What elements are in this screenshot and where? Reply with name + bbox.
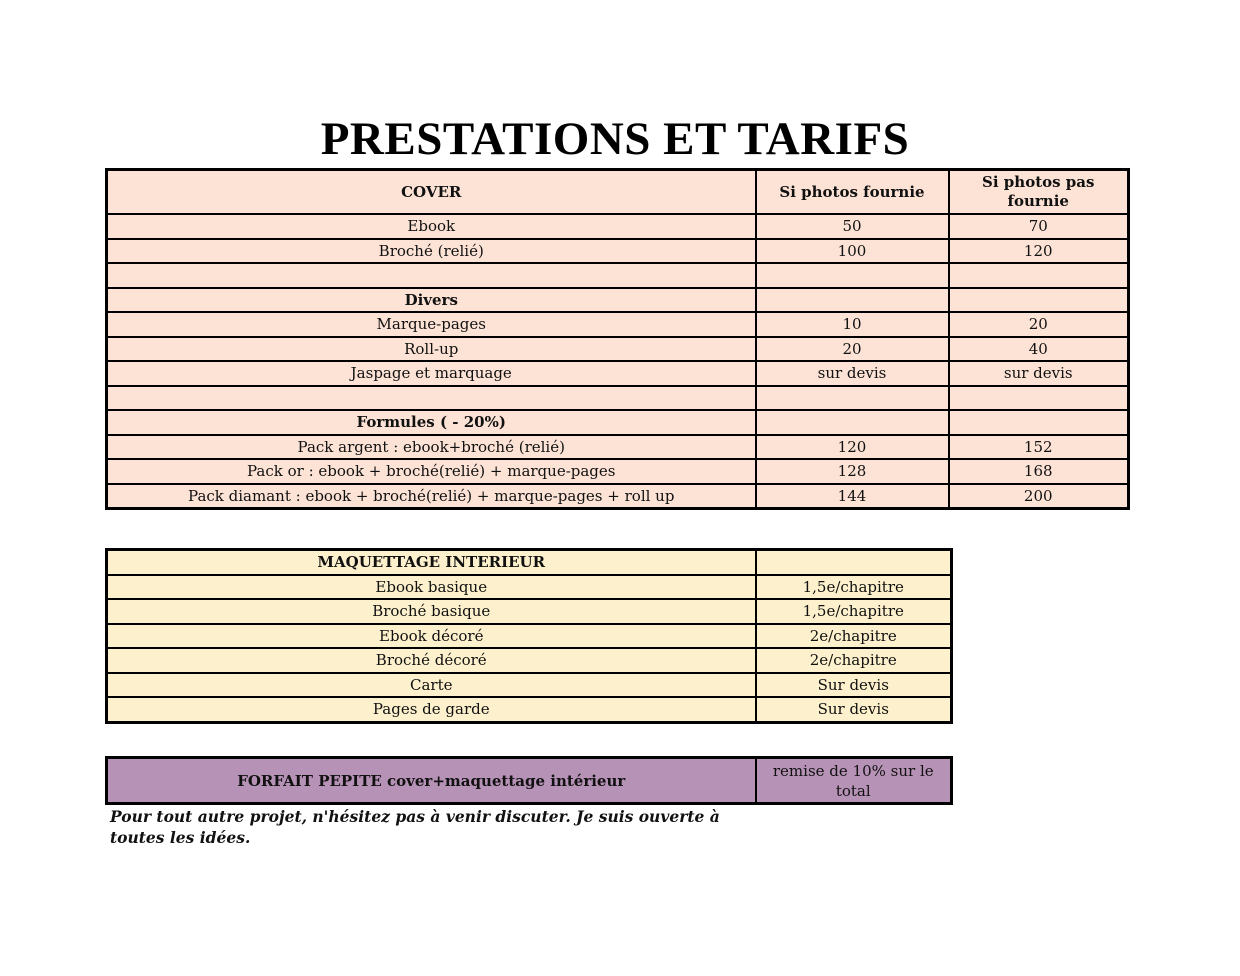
table-row [107, 575, 952, 600]
price-photos-provided: 120 [756, 435, 949, 460]
column-header-cover: COVER [107, 170, 756, 215]
row-label: Broché (relié) [107, 239, 756, 264]
row-price: 2e/chapitre [756, 648, 952, 673]
table-row-empty [107, 263, 1129, 288]
table-row [107, 337, 1129, 362]
table-row [107, 361, 1129, 386]
price-photos-provided: sur devis [756, 361, 949, 386]
row-label: Pages de garde [107, 697, 756, 722]
page-title: PRESTATIONS ET TARIFS [320, 113, 910, 165]
row-label: Ebook [107, 214, 756, 239]
table-header-row [107, 550, 952, 575]
price-photos-not-provided [949, 386, 1129, 411]
price-photos-provided [756, 386, 949, 411]
row-price: Sur devis [756, 697, 952, 722]
price-photos-provided [756, 288, 949, 313]
maquettage-pricing-table [105, 548, 953, 724]
price-photos-provided: 100 [756, 239, 949, 264]
table-row [107, 484, 1129, 509]
table-row [107, 435, 1129, 460]
table-header-row [107, 170, 1129, 215]
table-row [107, 459, 1129, 484]
cover-pricing-table [105, 168, 1130, 510]
price-photos-not-provided: sur devis [949, 361, 1129, 386]
price-photos-not-provided: 20 [949, 312, 1129, 337]
price-photos-not-provided [949, 410, 1129, 435]
price-photos-not-provided: 152 [949, 435, 1129, 460]
price-photos-not-provided: 70 [949, 214, 1129, 239]
row-label: Marque-pages [107, 312, 756, 337]
column-header-photos-not-provided: Si photos pas fournie [949, 170, 1129, 215]
table-row [107, 599, 952, 624]
price-photos-not-provided: 120 [949, 239, 1129, 264]
row-price: 2e/chapitre [756, 624, 952, 649]
price-photos-not-provided [949, 288, 1129, 313]
price-photos-not-provided: 168 [949, 459, 1129, 484]
section-title-maquettage: MAQUETTAGE INTERIEUR [107, 550, 756, 575]
row-label: Carte [107, 673, 756, 698]
row-price: Sur devis [756, 673, 952, 698]
row-label: Ebook décoré [107, 624, 756, 649]
row-label: Broché décoré [107, 648, 756, 673]
forfait-label: FORFAIT PEPITE cover+maquettage intérieur [107, 758, 756, 804]
price-photos-provided: 144 [756, 484, 949, 509]
price-photos-provided: 10 [756, 312, 949, 337]
price-photos-not-provided: 40 [949, 337, 1129, 362]
forfait-row [107, 758, 952, 804]
price-photos-not-provided: 200 [949, 484, 1129, 509]
price-photos-provided: 128 [756, 459, 949, 484]
table-row [107, 312, 1129, 337]
section-header-row [107, 410, 1129, 435]
empty-header-cell [756, 550, 952, 575]
section-title-divers: Divers [107, 288, 756, 313]
section-header-row [107, 288, 1129, 313]
price-photos-provided [756, 410, 949, 435]
forfait-value: remise de 10% sur le total [756, 758, 952, 804]
table-row [107, 624, 952, 649]
table-row-empty [107, 386, 1129, 411]
price-photos-not-provided [949, 263, 1129, 288]
table-row [107, 673, 952, 698]
row-label: Pack argent : ebook+broché (relié) [107, 435, 756, 460]
row-label: Jaspage et marquage [107, 361, 756, 386]
row-label: Ebook basique [107, 575, 756, 600]
table-row [107, 214, 1129, 239]
price-photos-provided: 50 [756, 214, 949, 239]
price-photos-provided [756, 263, 949, 288]
row-label: Pack or : ebook + broché(relié) + marque-pages [107, 459, 756, 484]
row-price: 1,5e/chapitre [756, 599, 952, 624]
row-label [107, 263, 756, 288]
table-row [107, 697, 952, 722]
footer-note: Pour tout autre projet, n'hésitez pas à venir discuter. Je suis ouverte à toutes les idées. [110, 807, 720, 847]
row-label: Broché basique [107, 599, 756, 624]
table-row [107, 648, 952, 673]
row-price: 1,5e/chapitre [756, 575, 952, 600]
section-title-formules: Formules ( - 20%) [107, 410, 756, 435]
forfait-pepite-table [105, 756, 953, 805]
column-header-photos-provided: Si photos fournie [756, 170, 949, 215]
row-label [107, 386, 756, 411]
table-row [107, 239, 1129, 264]
row-label: Pack diamant : ebook + broché(relié) + marque-pages + roll up [107, 484, 756, 509]
row-label: Roll-up [107, 337, 756, 362]
price-photos-provided: 20 [756, 337, 949, 362]
